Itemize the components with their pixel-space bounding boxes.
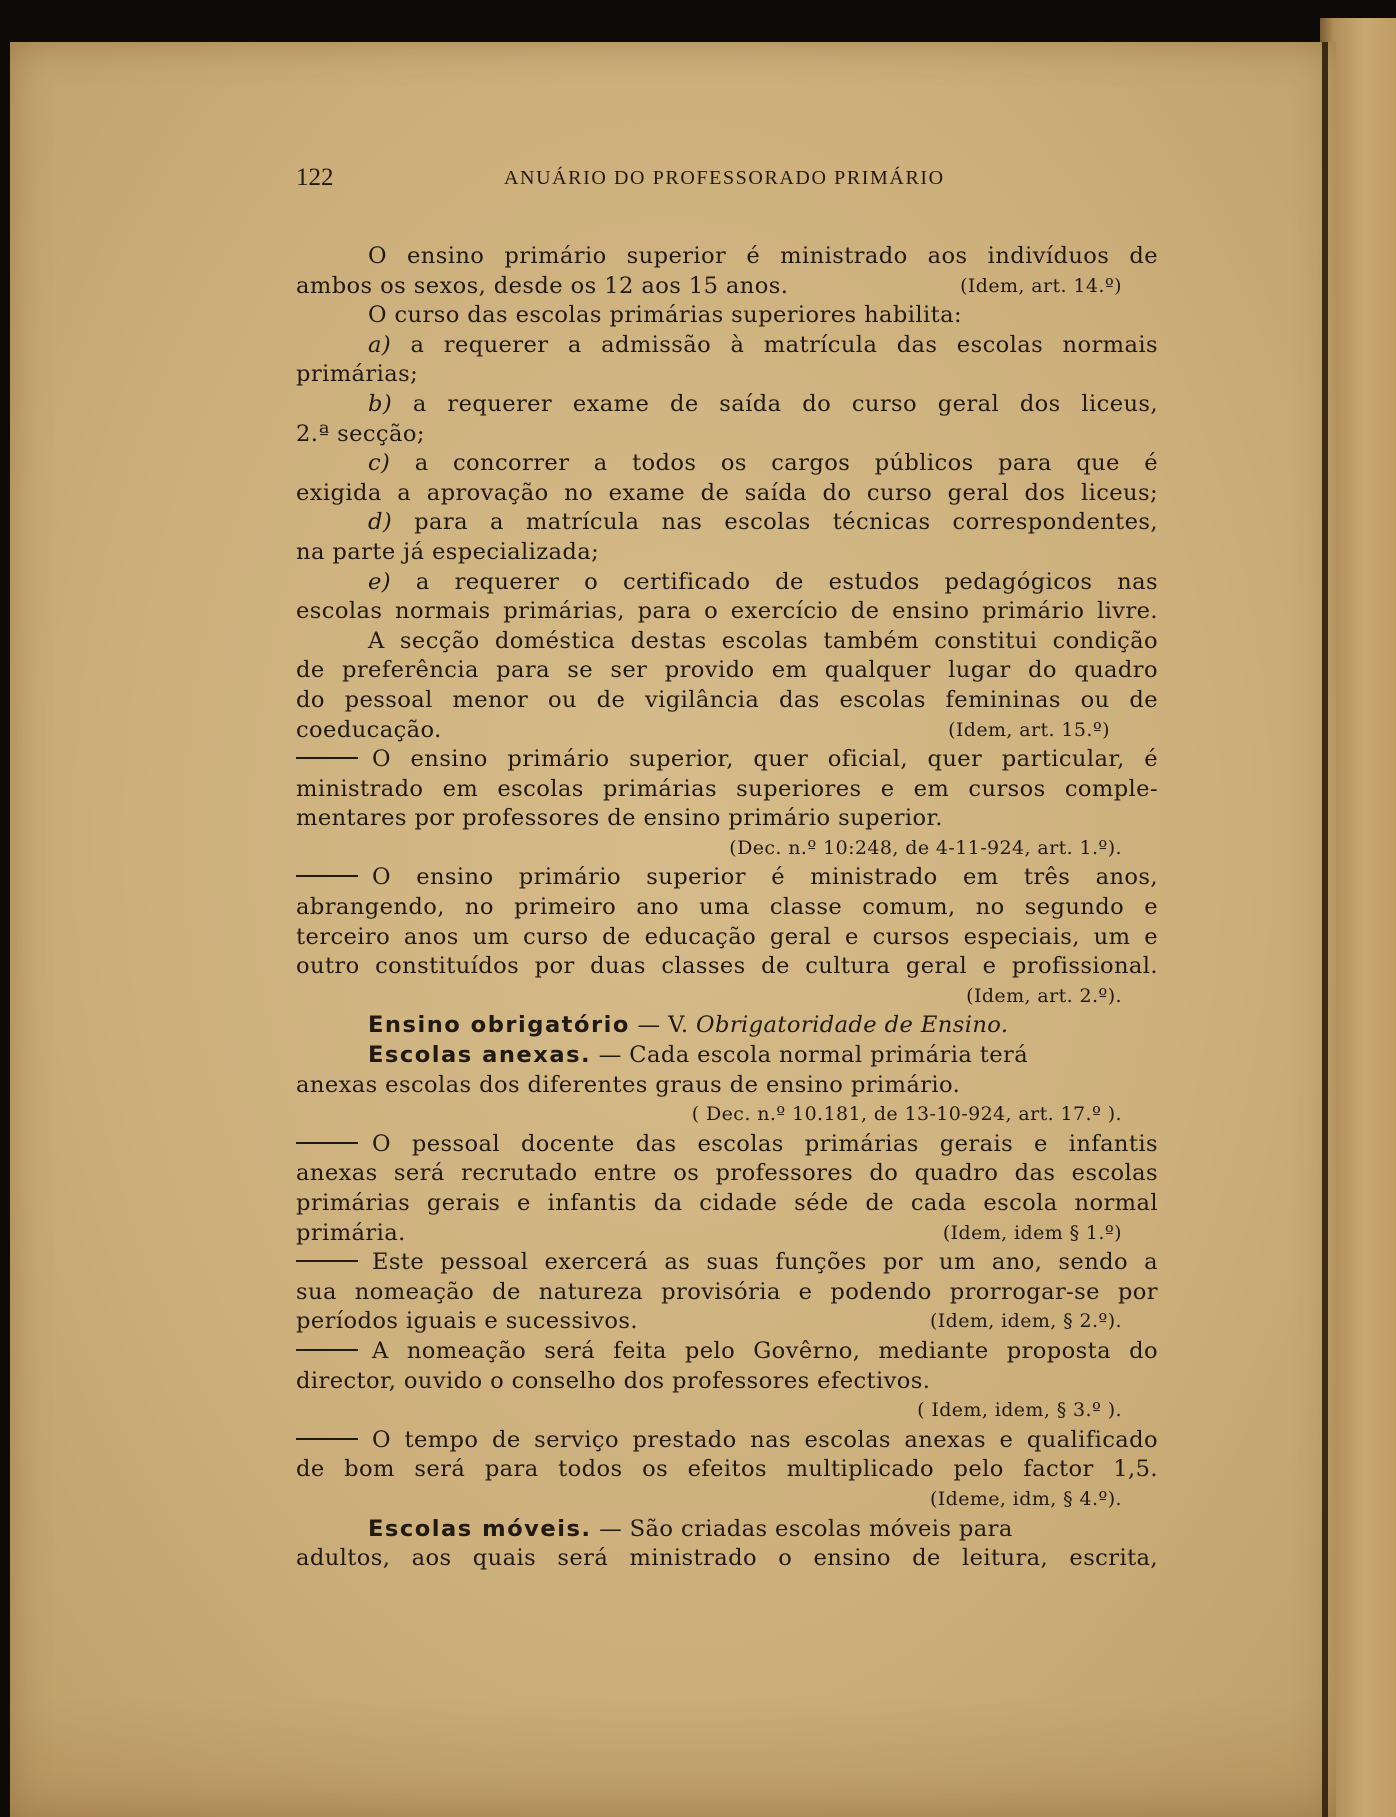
page-number: 122 <box>296 164 334 191</box>
text-line: do pessoal menor ou de vigilância das escolas femininas ou de <box>296 686 1158 713</box>
text-line <box>296 331 1158 361</box>
text-line: A secção doméstica destas escolas também constitui condição <box>368 627 1158 654</box>
text-span: A nomeação será feita pelo Govêrno, mediante proposta do <box>372 1337 1158 1364</box>
text-span: primária. <box>296 1219 406 1246</box>
em-dash-rule <box>296 757 358 759</box>
text-line: na parte já especializada; <box>296 538 600 565</box>
page-gutter <box>1322 42 1328 1817</box>
text-line <box>296 1041 1158 1071</box>
list-marker: a) <box>368 331 392 358</box>
text-span: O tempo de serviço prestado nas escolas anexas e qualificado <box>372 1426 1158 1453</box>
text-line: adultos, aos quais será ministrado o ensino de leitura, escrita, <box>296 1545 1158 1572</box>
text-line: 2.ª secção; <box>296 420 425 447</box>
text-span: — Cada escola normal primária terá <box>598 1042 1029 1069</box>
text-line: anexas escolas dos diferentes graus de ensino primário. <box>296 1071 961 1098</box>
section-heading: Ensino obrigatório <box>368 1012 630 1039</box>
text-span: para a matrícula nas escolas técnicas correspondentes, <box>414 509 1158 536</box>
text-line <box>296 390 1158 420</box>
text-span: O ensino primário superior é ministrado em três anos, <box>372 864 1158 891</box>
text-line: abrangendo, no primeiro ano uma classe comum, no segundo e <box>296 894 1158 921</box>
text-line <box>296 449 1158 479</box>
section-heading: Escolas anexas. <box>368 1042 592 1069</box>
text-line <box>296 745 1158 775</box>
citation: ( Dec. n.º 10.181, de 13-10-924, art. 17.º ). <box>691 1103 1122 1126</box>
text-line: O ensino primário superior é ministrado aos indivíduos de <box>368 243 1158 269</box>
text-line <box>296 1219 1158 1249</box>
text-line <box>296 1248 1158 1278</box>
text-span: — São criadas escolas móveis para <box>599 1515 1013 1542</box>
em-dash-rule <box>296 875 358 877</box>
text-line: escolas normais primárias, para o exercício de ensino primário livre. <box>296 598 1158 625</box>
body-text <box>296 242 1158 1574</box>
text-line: ministrado em escolas primárias superiores e em cursos comple- <box>296 775 1158 802</box>
text-span: a requerer exame de saída do curso geral dos liceus, <box>412 390 1159 417</box>
text-span: O ensino primário superior, quer oficial, quer particular, é <box>372 746 1158 773</box>
text-line <box>296 1130 1158 1160</box>
running-title: ANUÁRIO DO PROFESSORADO PRIMÁRIO <box>504 167 945 189</box>
text-line: anexas será recrutado entre os professores do quadro das escolas <box>296 1160 1158 1187</box>
text-line: sua nomeação de natureza provisória e podendo prorrogar-se por <box>296 1278 1158 1305</box>
citation: (Idem, idem § 1.º) <box>942 1221 1122 1244</box>
text-line: terceiro anos um curso de educação geral e cursos especiais, um e <box>296 923 1158 950</box>
text-line: director, ouvido o conselho dos professores efectivos. <box>296 1367 931 1394</box>
citation: (Idem, idem, § 2.º). <box>929 1310 1122 1333</box>
text-span: a requerer o certificado de estudos pedagógicos nas <box>415 568 1158 595</box>
text-span: a requerer a admissão à matrícula das escolas normais <box>410 331 1158 358</box>
text-line <box>296 863 1158 893</box>
em-dash-rule <box>296 1349 358 1351</box>
running-header <box>296 164 1006 194</box>
text-line <box>296 1515 1158 1545</box>
text-span: ambos os sexos, desde os 12 aos 15 anos. <box>296 272 789 299</box>
text-line <box>296 1426 1158 1456</box>
text-line <box>296 716 1158 746</box>
em-dash-rule <box>296 1260 358 1262</box>
text-line <box>296 508 1158 538</box>
text-line: primárias gerais e infantis da cidade séde de cada escola normal <box>296 1190 1158 1216</box>
text-line: de bom será para todos os efeitos multiplicado pelo factor 1,5. <box>296 1456 1158 1483</box>
em-dash-rule <box>296 1142 358 1144</box>
em-dash-rule <box>296 1438 358 1440</box>
text-span: — V. <box>637 1012 689 1039</box>
text-line <box>296 568 1158 598</box>
text-span: O pessoal docente das escolas primárias gerais e infantis <box>372 1130 1158 1157</box>
text-line: exigida a aprovação no exame de saída do curso geral dos liceus; <box>296 479 1158 506</box>
text-line: outro constituídos por duas classes de cultura geral e profissional. <box>296 953 1158 980</box>
cross-reference: Obrigatoridade de Ensino. <box>696 1012 1009 1039</box>
list-marker: b) <box>368 390 393 417</box>
text-line <box>296 1011 1158 1041</box>
text-line: O curso das escolas primárias superiores habilita: <box>368 302 963 329</box>
text-span: períodos iguais e sucessivos. <box>296 1308 638 1335</box>
list-marker: e) <box>368 568 391 595</box>
text-line: de preferência para se ser provido em qualquer lugar do quadro <box>296 657 1158 684</box>
text-line <box>296 272 1158 302</box>
text-span: Este pessoal exercerá as suas funções por um ano, sendo a <box>372 1249 1158 1276</box>
text-line <box>296 1307 1158 1337</box>
citation: (Idem, art. 14.º) <box>960 274 1122 297</box>
text-line: primárias; <box>296 361 419 388</box>
citation: (Idem, art. 2.º). <box>966 984 1122 1007</box>
text-line: mentares por professores de ensino primário superior. <box>296 805 943 832</box>
citation: ( Idem, idem, § 3.º ). <box>917 1399 1122 1422</box>
text-span: coeducação. <box>296 716 442 743</box>
citation: (Ideme, idm, § 4.º). <box>929 1487 1122 1510</box>
citation: (Dec. n.º 10:248, de 4-11-924, art. 1.º). <box>729 836 1122 859</box>
list-marker: d) <box>368 509 393 536</box>
text-line <box>296 1337 1158 1367</box>
list-marker: c) <box>368 450 391 477</box>
text-span: a concorrer a todos os cargos públicos para que é <box>414 450 1158 477</box>
citation: (Idem, art. 15.º) <box>948 718 1110 741</box>
section-heading: Escolas móveis. <box>368 1515 592 1542</box>
